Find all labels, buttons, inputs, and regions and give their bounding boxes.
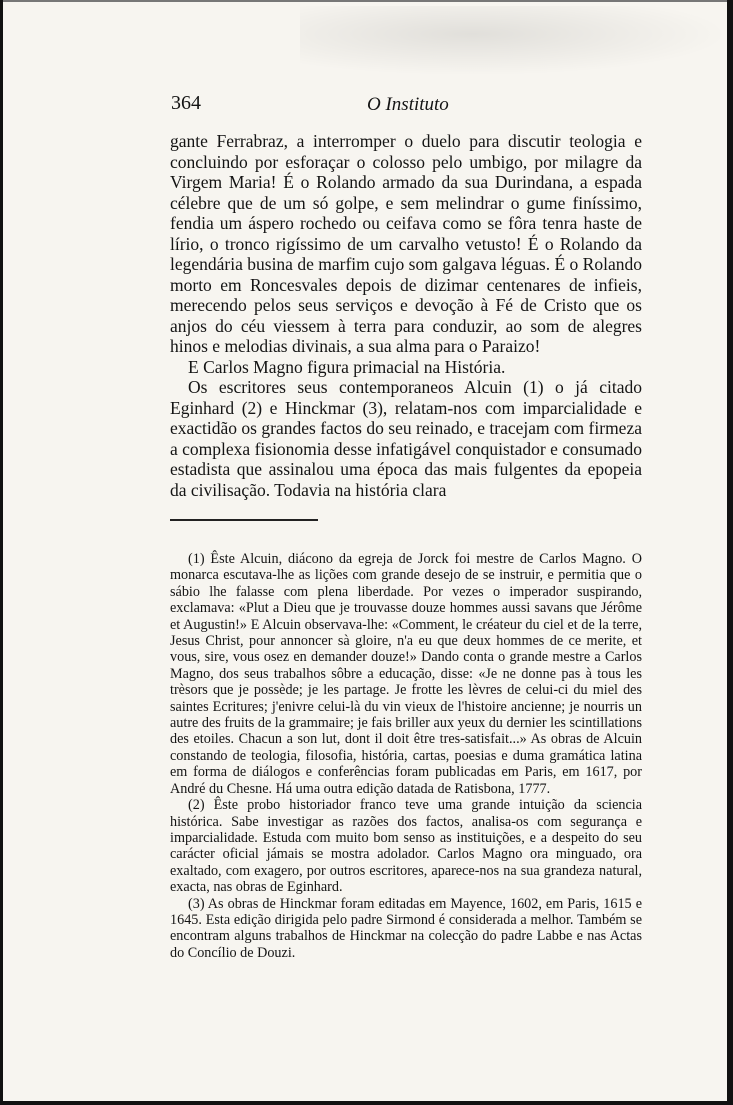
footnote-2: (2) Êste probo historiador franco teve uma grande intuição da sciencia histórica. Sabe investigar as razões dos factos, analisa-os com segurança e imparcialidade. Estuda com muito bom senso as instituições, e a despeito do seu carácter oficial jámais se mostra adolador. Carlos Magno ora minguado, ora exaltado, com exagero, por outros escritores, aparece-nos na sua grandeza natural, exacta, nas obras de Eginhard. [170,797,642,896]
scan-smudge [300,6,730,76]
scan-edge-bottom [0,1101,733,1105]
scan-edge-left [0,0,3,1105]
scan-edge-top [0,0,733,2]
running-title: O Instituto [367,94,449,115]
body-paragraph: E Carlos Magno figura primacial na História. [188,356,506,377]
footnote-1: (1) Êste Alcuin, diácono da egreja de Jorck foi mestre de Carlos Magno. O monarca escutava-lhe as lições com grande desejo de se instruir, e permitia que o sábio lhe falasse com plena liberdade. Por vezes o imperador suspirando, exclamava: «Plut a Dieu que je trouvasse douze hommes aussi savans que Jérôme et Augustin!» E Alcuin observava-lhe: «Comment, le créateur du ciel et de la terre, Jesus Christ, pour annoncer sà gloire, n'a eu que deux hommes de ce merite, et vous, sire, vous osez en demander douze!» Dando conta o grande mestre a Carlos Magno, dos seus trabalhos sôbre a educação, disse: «Je ne donne pas à tous les trèsors que je possède; je les partage. Je frotte les lèvres de celui-ci du miel des saintes Ecritures; j'enivre celui-là du vin vieux de l'histoire ancienne; je nourris un autre des fruits de la grammaire; je fais briller aux yeux du dernier les scintillations des etoiles. Chacun a son lut, dont il doit être tres-satisfait...» As obras de Alcuin constando de teologia, filosofia, história, cartas, poesias e duma gramática latina em forma de diálogos e conferências foram publicadas em Paris, em 1617, por André du Chesne. Há uma outra edição datada de Ratisbona, 1777. [170,551,642,797]
body-text [170,131,642,500]
scan-edge-right [727,0,733,1105]
body-paragraph: gante Ferrabraz, a interromper o duelo para discutir teologia e concluindo por esforaçar o colosso pelo umbigo, por milagre da Virgem Maria! É o Rolando armado da sua Durindana, a espada célebre que de um só golpe, e sem melindrar o gume finíssimo, fendia um áspero rochedo ou ceifava como se fôra tenra haste de lírio, o tronco rigíssimo de um carvalho vetusto! É o Rolando da legendária busina de marfim cujo som galgava léguas. É o Rolando morto em Roncesvales depois de dizimar centenares de infieis, merecendo pelos seus serviços e devoção à Fé de Cristo que os anjos do céu viessem à terra para conduzir, ao som de alegres hinos e melodias divinais, a sua alma para o Paraizo! [170,131,642,356]
page-header [171,92,641,122]
footnote-3: (3) As obras de Hinckmar foram editadas em Mayence, 1602, em Paris, 1615 e 1645. Esta edição dirigida pelo padre Sirmond é considerada a melhor. Também se encontram alguns trabalhos de Hinckmar na colecção do padre Labbe e nas Actas do Concílio de Douzi. [170,895,642,961]
page-number: 364 [171,92,201,114]
footnote-separator [170,519,318,521]
body-paragraph: Os escritores seus contemporaneos Alcuin (1) o já citado Eginhard (2) e Hinckmar (3), relatam-nos com imparcialidade e exactidão os grandes factos do seu reinado, e tracejam com firmeza a complexa fisionomia desse infatigável conquistador e consumado estadista que assinalou uma época das mais fulgentes da epopeia da civilisação. Todavia na história clara [170,377,642,500]
footnotes [170,551,642,961]
